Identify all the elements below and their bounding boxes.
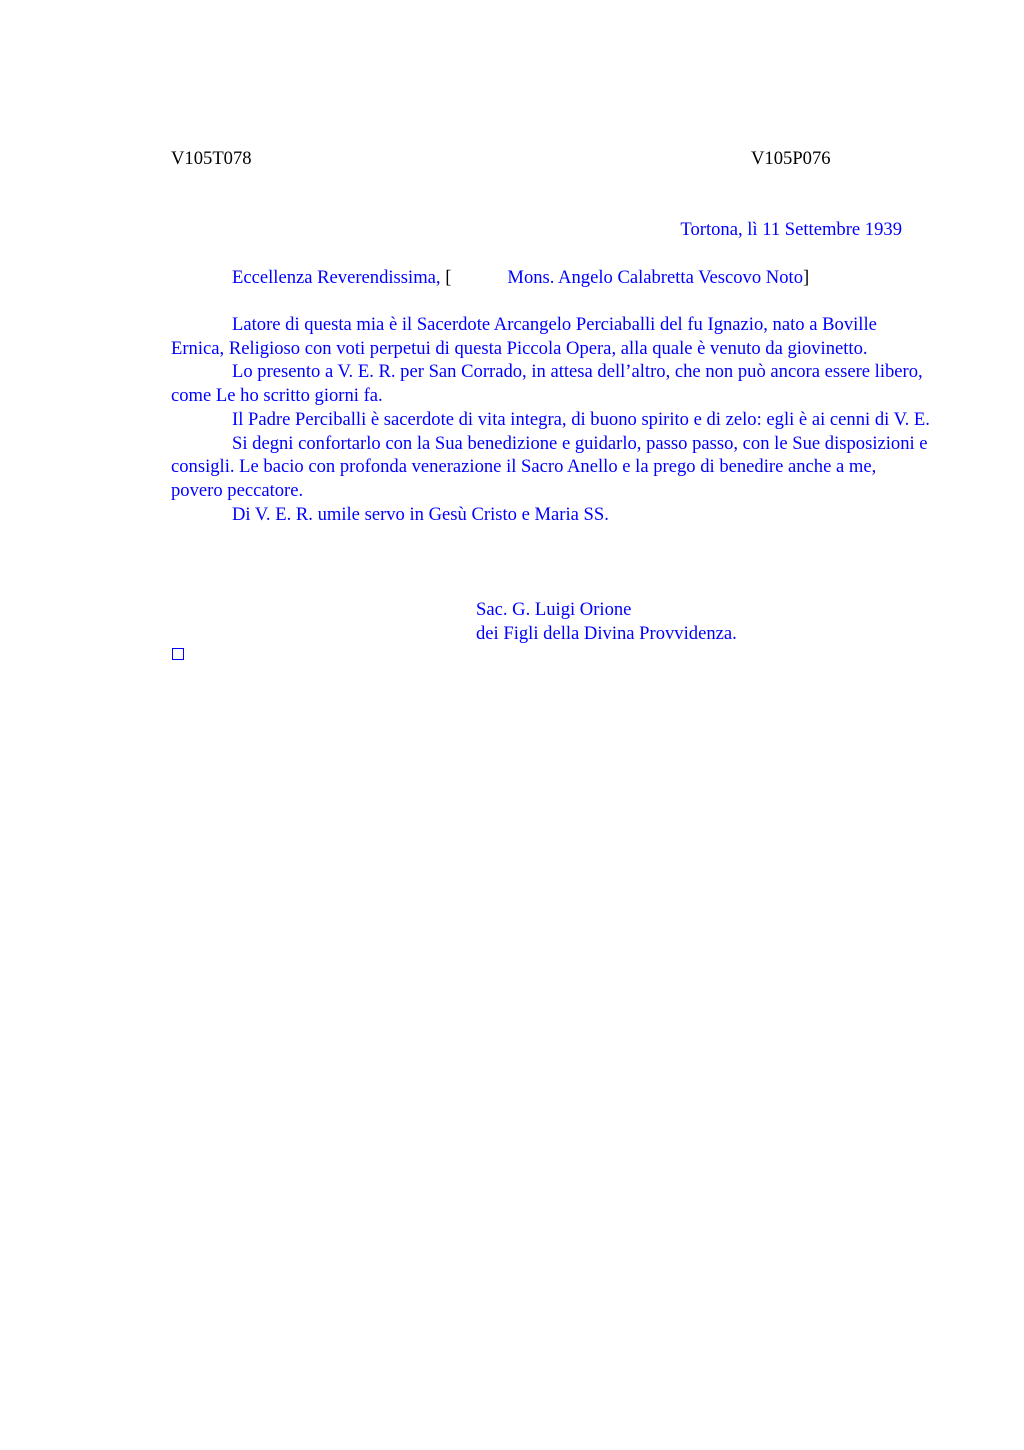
body-paragraph: Di V. E. R. umile servo in Gesù Cristo e Maria SS. (232, 503, 609, 525)
salutation-bracket-open: [ (445, 267, 452, 288)
signature-name: Sac. G. Luigi Orione (476, 599, 632, 620)
body-paragraph: Il Padre Perciballi è sacerdote di vita integra, di buono spirito e di zelo: egli è ai cenni di V. E. (232, 408, 930, 430)
signature-title: dei Figli della Divina Provvidenza. (476, 622, 737, 644)
signature-block (476, 598, 737, 645)
body-paragraph: Latore di questa mia è il Sacerdote Arcangelo Perciaballi del fu Ignazio, nato a Boville Ernica, Religioso con voti perpetui di questa Piccola Opera, alla quale è venuto da giovinetto. (171, 314, 877, 359)
salutation-bracket-close: ] (803, 267, 810, 288)
square-outline-icon (172, 648, 184, 660)
salutation-line (232, 266, 809, 290)
salutation-recipient: Mons. Angelo Calabretta Vescovo Noto (507, 267, 803, 288)
document-code-right: V105P076 (751, 148, 831, 169)
letter-body (171, 313, 931, 526)
body-paragraph: Si degni confortarlo con la Sua benedizione e guidarlo, passo passo, con le Sue disposizioni e consigli. Le bacio con profonda venerazione il Sacro Anello e la prego di benedire anche a me, povero peccatore. (171, 432, 928, 501)
date-line: Tortona, lì 11 Settembre 1939 (680, 219, 902, 240)
document-code-left: V105T078 (171, 148, 252, 169)
salutation-greeting: Eccellenza Reverendissima, (232, 267, 441, 288)
body-paragraph: Lo presento a V. E. R. per San Corrado, in attesa dell’altro, che non può ancora essere libero, come Le ho scritto giorni fa. (171, 361, 923, 407)
